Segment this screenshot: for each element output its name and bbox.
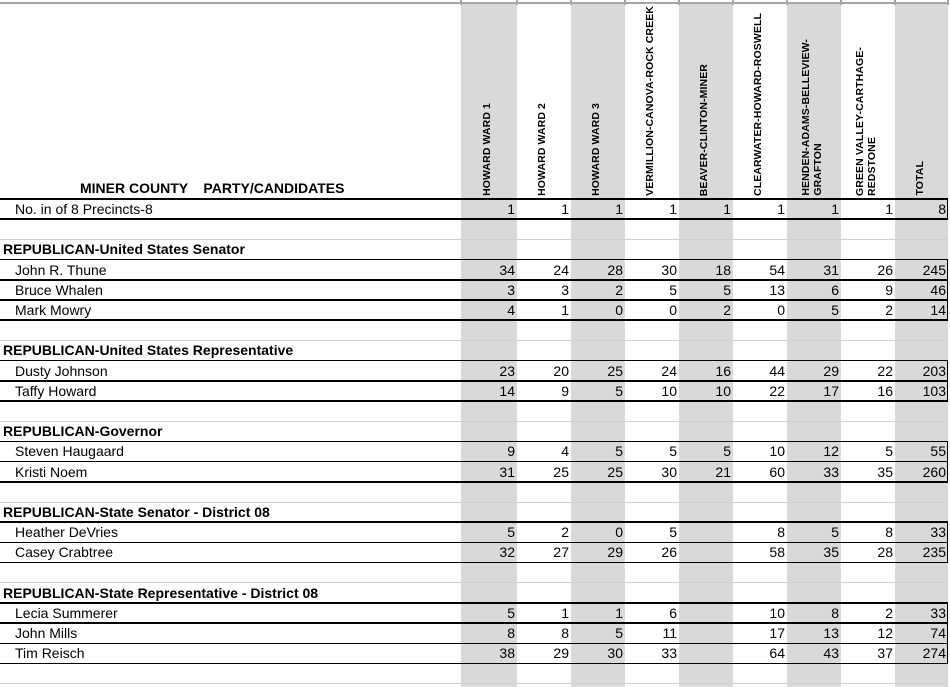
vote-count-cell: 29: [823, 362, 839, 379]
vote-count-cell: 24: [553, 261, 569, 278]
row-border: [0, 481, 948, 483]
vote-count-cell: 1: [615, 201, 623, 217]
vote-count-cell: 55: [930, 443, 946, 460]
candidate-row: [0, 462, 948, 482]
candidate-name: John R. Thune: [15, 261, 107, 278]
vote-count-cell: 5: [615, 443, 623, 460]
column-boundary-tick: [516, 0, 518, 5]
column-boundary-tick: [732, 0, 734, 5]
vote-count-cell: 5: [669, 281, 677, 298]
vote-count-cell: 1: [831, 201, 839, 217]
vote-count-cell: 2: [885, 302, 893, 318]
candidate-row: [0, 260, 948, 280]
vote-count-cell: 38: [499, 645, 515, 662]
column-header: CLEARWATER-HOWARD-ROSWELL: [752, 13, 764, 196]
vote-count-cell: 35: [877, 463, 893, 480]
column-header: HOWARD WARD 1: [481, 103, 493, 196]
vote-count-cell: 5: [831, 302, 839, 318]
row-border: [0, 562, 948, 564]
vote-count-cell: 245: [922, 261, 946, 278]
vote-count-cell: 203: [922, 362, 946, 379]
column-boundary-tick: [624, 0, 626, 5]
light-gridline: [0, 683, 948, 684]
vote-count-cell: 31: [499, 463, 515, 480]
vote-count-cell: 27: [553, 544, 569, 561]
vote-count-cell: 33: [930, 524, 946, 541]
vote-count-cell: 1: [561, 201, 569, 217]
candidate-name: Taffy Howard: [15, 382, 97, 399]
vote-count-cell: 1: [669, 201, 677, 217]
column-boundary-tick: [460, 0, 462, 5]
candidate-name: Kristi Noem: [15, 463, 88, 480]
column-header: TOTAL: [913, 161, 926, 196]
vote-count-cell: 5: [723, 281, 731, 298]
vote-count-cell: 1: [561, 605, 569, 621]
vote-count-cell: 64: [769, 645, 785, 662]
column-boundary-tick: [570, 0, 572, 5]
vote-count-cell: 17: [823, 382, 839, 399]
vote-count-cell: 1: [723, 201, 731, 217]
sheet-title: MINER COUNTY PARTY/CANDIDATES: [80, 180, 345, 196]
vote-count-cell: 0: [615, 302, 623, 318]
candidate-row: [0, 623, 948, 643]
column-header: HOWARD WARD 2: [536, 103, 548, 196]
precincts-label: No. in of 8 Precincts-8: [15, 201, 153, 217]
row-border: [0, 663, 948, 665]
vote-count-cell: 25: [553, 463, 569, 480]
row-border: [0, 400, 948, 402]
right-border: [947, 522, 949, 542]
section-title: REPUBLICAN-United States Representative: [3, 342, 294, 359]
section-header-row: [0, 239, 948, 259]
vote-count-cell: 0: [777, 302, 785, 318]
right-border: [947, 260, 949, 280]
vote-count-cell: 16: [715, 362, 731, 379]
vote-count-cell: 34: [499, 261, 515, 278]
right-border: [947, 603, 949, 623]
column-header: HENDEN-ADAMS-BELLEVIEW- GRAFTON: [800, 39, 824, 196]
candidate-name: Heather DeVries: [15, 524, 118, 541]
vote-count-cell: 12: [823, 443, 839, 460]
right-border: [947, 199, 949, 219]
vote-count-cell: 103: [922, 382, 946, 399]
vote-count-cell: 6: [831, 281, 839, 298]
section-title: REPUBLICAN-Governor: [3, 423, 163, 440]
vote-count-cell: 58: [769, 544, 785, 561]
vote-count-cell: 32: [499, 544, 515, 561]
vote-count-cell: 18: [715, 261, 731, 278]
vote-count-cell: 5: [615, 382, 623, 399]
vote-count-cell: 5: [885, 443, 893, 460]
column-boundary-tick: [786, 0, 788, 5]
section-title: REPUBLICAN-State Representative - District 08: [3, 584, 319, 601]
vote-count-cell: 60: [769, 463, 785, 480]
vote-count-cell: 33: [661, 645, 677, 662]
vote-count-cell: 37: [877, 645, 893, 662]
vote-count-cell: 20: [553, 362, 569, 379]
section-header-row: [0, 421, 948, 441]
vote-count-cell: 14: [499, 382, 515, 399]
vote-count-cell: 8: [938, 201, 946, 217]
vote-count-cell: 74: [930, 625, 946, 642]
vote-count-cell: 2: [561, 524, 569, 541]
vote-count-cell: 29: [553, 645, 569, 662]
vote-count-cell: 35: [823, 544, 839, 561]
vote-count-cell: 24: [661, 362, 677, 379]
vote-count-cell: 0: [669, 302, 677, 318]
section-header-row: [0, 502, 948, 522]
vote-count-cell: 5: [723, 443, 731, 460]
row-border: [0, 319, 948, 321]
right-border: [947, 300, 949, 320]
column-header: VERMILLION-CANOVA-ROCK CREEK: [644, 6, 656, 196]
section-title: REPUBLICAN-State Senator - District 08: [3, 504, 270, 520]
vote-count-cell: 8: [561, 625, 569, 642]
vote-count-cell: 16: [877, 382, 893, 399]
candidate-name: John Mills: [15, 625, 78, 642]
section-header-row: [0, 583, 948, 603]
vote-count-cell: 23: [499, 362, 515, 379]
candidate-row: [0, 542, 948, 562]
vote-count-cell: 30: [661, 463, 677, 480]
column-boundary-tick: [678, 0, 680, 5]
vote-count-cell: 33: [823, 463, 839, 480]
candidate-name: Mark Mowry: [15, 302, 92, 318]
candidate-name: Tim Reisch: [15, 645, 85, 662]
vote-count-cell: 274: [922, 645, 946, 662]
candidate-row: [0, 603, 948, 623]
vote-count-cell: 5: [507, 605, 515, 621]
vote-count-cell: 8: [831, 605, 839, 621]
column-boundary-tick: [840, 0, 842, 5]
candidate-name: Casey Crabtree: [15, 544, 114, 561]
column-header: BEAVER-CLINTON-MINER: [698, 63, 710, 196]
vote-count-cell: 54: [769, 261, 785, 278]
candidate-row: [0, 361, 948, 381]
vote-count-cell: 26: [877, 261, 893, 278]
vote-count-cell: 43: [823, 645, 839, 662]
candidate-row: [0, 522, 948, 542]
candidate-name: Lecia Summerer: [15, 605, 118, 621]
vote-count-cell: 5: [669, 443, 677, 460]
candidate-row: [0, 300, 948, 320]
column-boundary-tick: [947, 0, 949, 5]
vote-count-cell: 1: [615, 605, 623, 621]
vote-count-cell: 5: [831, 524, 839, 541]
vote-count-cell: 12: [877, 625, 893, 642]
vote-count-cell: 33: [930, 605, 946, 621]
right-border: [947, 361, 949, 381]
vote-count-cell: 1: [561, 302, 569, 318]
candidate-row: [0, 381, 948, 401]
column-header: GREEN VALLEY-CARTHAGE- REDSTONE: [854, 46, 878, 196]
vote-count-cell: 0: [615, 524, 623, 541]
vote-count-cell: 8: [885, 524, 893, 541]
right-border: [947, 381, 949, 401]
vote-count-cell: 5: [507, 524, 515, 541]
vote-count-cell: 9: [885, 281, 893, 298]
vote-count-cell: 11: [662, 625, 677, 642]
vote-count-cell: 4: [561, 443, 569, 460]
vote-count-cell: 21: [715, 463, 731, 480]
vote-count-cell: 28: [877, 544, 893, 561]
vote-count-cell: 30: [607, 645, 623, 662]
row-border: [0, 218, 948, 220]
vote-count-cell: 28: [607, 261, 623, 278]
candidate-name: Bruce Whalen: [15, 281, 103, 298]
candidate-row: [0, 280, 948, 300]
section-header-row: [0, 340, 948, 360]
vote-count-cell: 17: [769, 625, 785, 642]
vote-count-cell: 46: [930, 281, 946, 298]
vote-count-cell: 5: [615, 625, 623, 642]
vote-count-cell: 26: [661, 544, 677, 561]
vote-count-cell: 25: [607, 463, 623, 480]
vote-count-cell: 22: [769, 382, 785, 399]
vote-count-cell: 9: [561, 382, 569, 399]
vote-count-cell: 13: [823, 625, 839, 642]
vote-count-cell: 2: [615, 281, 623, 298]
vote-count-cell: 10: [661, 382, 677, 399]
right-border: [947, 441, 949, 461]
right-border: [947, 280, 949, 300]
vote-count-cell: 4: [507, 302, 515, 318]
vote-count-cell: 22: [877, 362, 893, 379]
right-border: [947, 643, 949, 663]
vote-count-cell: 10: [769, 443, 785, 460]
vote-count-cell: 8: [507, 625, 515, 642]
vote-count-cell: 44: [769, 362, 785, 379]
vote-count-cell: 8: [777, 524, 785, 541]
vote-count-cell: 1: [507, 201, 515, 217]
vote-count-cell: 25: [607, 362, 623, 379]
top-gridline: [0, 2, 948, 4]
vote-count-cell: 1: [885, 201, 893, 217]
column-header: HOWARD WARD 3: [590, 103, 602, 196]
vote-count-cell: 6: [669, 605, 677, 621]
vote-count-cell: 10: [715, 382, 731, 399]
column-boundary-tick: [894, 0, 896, 5]
candidate-name: Steven Haugaard: [15, 443, 124, 460]
right-border: [947, 542, 949, 562]
vote-count-cell: 10: [769, 605, 785, 621]
vote-count-cell: 9: [507, 443, 515, 460]
right-border: [947, 623, 949, 643]
precincts-row: [0, 199, 948, 219]
vote-count-cell: 2: [723, 302, 731, 318]
vote-count-cell: 29: [607, 544, 623, 561]
right-border: [947, 462, 949, 482]
vote-count-cell: 31: [823, 261, 839, 278]
vote-count-cell: 3: [507, 281, 515, 298]
section-title: REPUBLICAN-United States Senator: [3, 241, 245, 258]
vote-count-cell: 235: [922, 544, 946, 561]
vote-count-cell: 5: [669, 524, 677, 541]
vote-count-cell: 3: [561, 281, 569, 298]
vote-count-cell: 30: [661, 261, 677, 278]
vote-count-cell: 1: [777, 201, 785, 217]
vote-count-cell: 2: [885, 605, 893, 621]
vote-count-cell: 260: [922, 463, 946, 480]
vote-count-cell: 14: [930, 302, 946, 318]
candidate-name: Dusty Johnson: [15, 362, 108, 379]
candidate-row: [0, 643, 948, 663]
candidate-row: [0, 441, 948, 461]
vote-count-cell: 13: [769, 281, 785, 298]
